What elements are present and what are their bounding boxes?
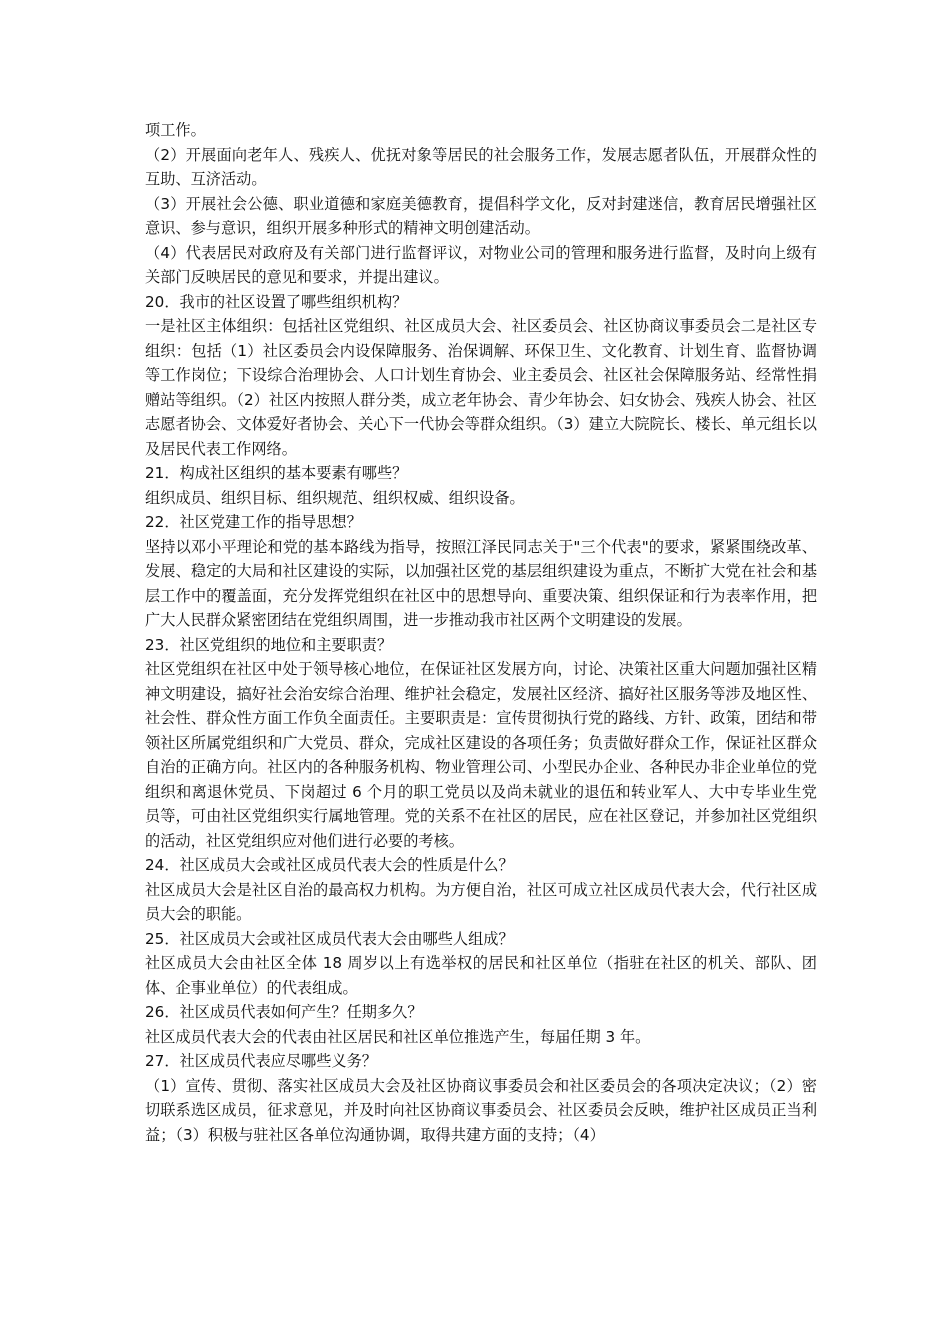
answer-text: 社区成员大会由社区全体 18 周岁以上有选举权的居民和社区单位（指驻在社区的机关、部队、团体、企事业单位）的代表组成。 <box>145 954 817 997</box>
answer-text: 社区成员代表大会的代表由社区居民和社区单位推选产生，每届任期 3 年。 <box>145 1027 651 1046</box>
document-body <box>145 118 817 1147</box>
answer-text: 一是社区主体组织：包括社区党组织、社区成员大会、社区委员会、社区协商议事委员会二是社区专组织：包括（1）社区委员会内设保障服务、治保调解、环保卫生、文化教育、计划生育、监督协调等工作岗位；下设综合治理协会、人口计划生育协会、业主委员会、社区社会保障服务站、经常性捐赠站等组织。（2）社区内按照人群分类，成立老年协会、青少年协会、妇女协会、残疾人协会、社区志愿者协会、文体爱好者协会、关心下一代协会等群众组织。（3）建立大院院长、楼长、单元组长以及居民代表工作网络。 <box>145 317 817 458</box>
answer-text: （1）宣传、贯彻、落实社区成员大会及社区协商议事委员会和社区委员会的各项决定决议；（2）密切联系选区成员，征求意见，并及时向社区协商议事委员会、社区委员会反映，维护社区成员正当利益；（3）积极与驻社区各单位沟通协调，取得共建方面的支持；（4） <box>145 1076 817 1144</box>
paragraph-text: 项工作。 <box>145 121 206 139</box>
answer-text: 社区成员大会是社区自治的最高权力机构。为方便自治，社区可成立社区成员代表大会，代行社区成员大会的职能。 <box>145 880 817 923</box>
paragraph-text: （3）开展社会公德、职业道德和家庭美德教育，提倡科学文化，反对封建迷信，教育居民增强社区意识、参与意识，组织开展多种形式的精神文明创建活动。 <box>145 194 817 237</box>
question-heading: 21．构成社区组织的基本要素有哪些？ <box>145 464 408 482</box>
question-heading: 24．社区成员大会或社区成员代表大会的性质是什么？ <box>145 856 514 874</box>
answer-text: 坚持以邓小平理论和党的基本路线为指导，按照江泽民同志关于"三个代表"的要求，紧紧围绕改革、发展、稳定的大局和社区建设的实际，以加强社区党的基层组织建设为重点，不断扩大党在社会和基层工作中的覆盖面，充分发挥党组织在社区中的思想导向、重要决策、组织保证和行为表率作用，把广大人民群众紧密团结在党组织周围，进一步推动我市社区两个文明建设的发展。 <box>145 537 817 629</box>
question-heading: 20．我市的社区设置了哪些组织机构？ <box>145 292 408 311</box>
question-heading: 25．社区成员大会或社区成员代表大会由哪些人组成？ <box>145 929 514 948</box>
paragraph-text: （2）开展面向老年人、残疾人、优抚对象等居民的社会服务工作，发展志愿者队伍，开展群众性的互助、互济活动。 <box>145 145 817 188</box>
paragraph-text: （4）代表居民对政府及有关部门进行监督评议，对物业公司的管理和服务进行监督，及时向上级有关部门反映居民的意见和要求，并提出建议。 <box>145 243 817 286</box>
question-heading: 22．社区党建工作的指导思想？ <box>145 513 362 531</box>
answer-text: 组织成员、组织目标、组织规范、组织权威、组织设备。 <box>145 488 525 507</box>
question-heading: 26．社区成员代表如何产生？任期多久？ <box>145 1003 423 1021</box>
question-heading: 27．社区成员代表应尽哪些义务？ <box>145 1052 377 1070</box>
answer-text: 社区党组织在社区中处于领导核心地位，在保证社区发展方向，讨论、决策社区重大问题加强社区精神文明建设，搞好社会治安综合治理、维护社会稳定，发展社区经济、搞好社区服务等涉及地区性、社会性、群众性方面工作负全面责任。主要职责是：宣传贯彻执行党的路线、方针、政策，团结和带领社区所属党组织和广大党员、群众，完成社区建设的各项任务；负责做好群众工作，保证社区群众自治的正确方向。社区内的各种服务机构、物业管理公司、小型民办企业、各种民办非企业单位的党组织和离退休党员、下岗超过 6 个月的职工党员以及尚未就业的退伍和转业军人、大中专毕业生党员等，可由社区党组织实行属地管理。党的关系不在社区的居民，应在社区登记，并参加社区党组织的活动，社区党组织应对他们进行必要的考核。 <box>145 660 817 850</box>
question-heading: 23．社区党组织的地位和主要职责？ <box>145 635 393 654</box>
